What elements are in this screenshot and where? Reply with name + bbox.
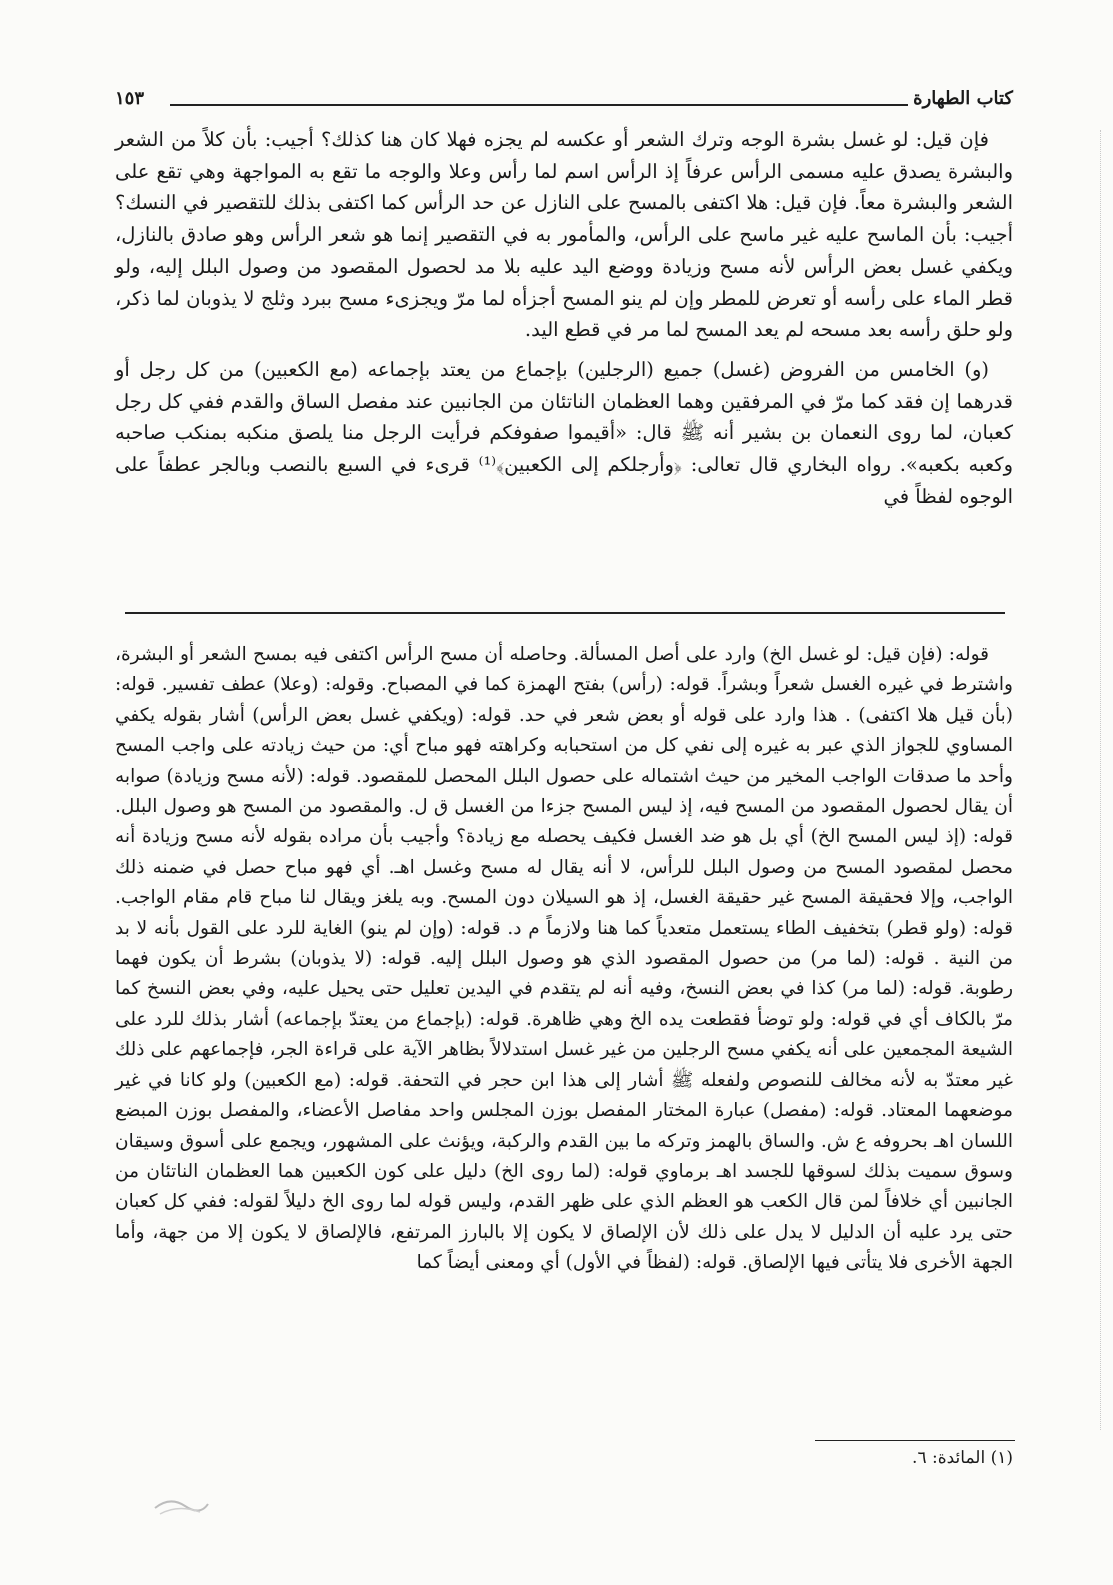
footnote-rule (815, 1440, 1015, 1441)
page-header (115, 86, 1013, 118)
book-title: كتاب الطهارة (913, 88, 1013, 109)
footnote: (١) المائدة: ٦. (912, 1448, 1013, 1468)
scan-smudge-icon (150, 1478, 210, 1518)
scan-margin-mark (1096, 130, 1101, 1430)
main-text (115, 124, 1013, 512)
page-number: ١٥٣ (115, 88, 145, 109)
text-separator-rule (125, 612, 1005, 614)
commentary-paragraph: قوله: (فإن قيل: لو غسل الخ) وارد على أصل المسألة. وحاصله أن مسح الرأس اكتفى فيه بمسح الشعر أو البشرة، واشترط في غيره الغسل شعراً وبشراً. قوله: (رأس) بفتح الهمزة كما في المصباح. وقوله: (وعلا) عطف تفسير. قوله: (بأن قيل هلا اكتفى) . هذا وارد على قوله أو بعض شعر في حد. قوله: (ويكفي غسل بعض الرأس) أشار بقوله يكفي المساوي للجواز الذي عبر به غيره إلى نفي كل من استحبابه وكراهته فهو مباح أي: من حيث زيادته على واجب المسح وأحد ما صدقات الواجب المخير من حيث اشتماله على حصول البلل المحصل للمقصود. قوله: (لأنه مسح وزيادة) صوابه أن يقال لحصول المقصود من المسح فيه، إذ ليس المسح جزءا من الغسل ق ل. والمقصود من المسح هو وصول البلل. قوله: (إذ ليس المسح الخ) أي بل هو ضد الغسل فكيف يحصله مع زيادة؟ وأجيب بأن مراده بقوله لأنه مسح وزيادة أنه محصل لمقصود المسح من وصول البلل للرأس، لا أنه يقال له مسح وغسل اهـ. أي فهو مباح حصل في ضمنه ذلك الواجب، وإلا فحقيقة المسح غير حقيقة الغسل، إذ هو السيلان دون المسح. وبه يلغز ويقال لنا مباح قام مقام الواجب. قوله: (ولو قطر) بتخفيف الطاء يستعمل متعدياً كما هنا ولازماً م د. قوله: (وإن لم ينو) الغاية للرد على القول بأنه لا بد من النية . قوله: (لما مر) من حصول المقصود الذي هو وصول البلل إليه. قوله: (لا يذوبان) بشرط أن يكون فهما رطوبة. قوله: (لما مر) كذا في بعض النسخ، وفيه أنه لم يتقدم في اليدين تعليل حتى يحيل عليه، وفي بعض النسخ كما مرّ بالكاف أي في قوله: ولو توضأ فقطعت يده الخ وهي ظاهرة. قوله: (بإجماع من يعتدّ بإجماعه) أشار بذلك للرد على الشيعة المجمعين على أنه يكفي مسح الرجلين من غير غسل استدلالاً بظاهر الآية على قراءة الجر، فإجماعهم على ذلك غير معتدّ به لأنه مخالف للنصوص ولفعله ﷺ أشار إلى هذا ابن حجر في التحفة. قوله: (مع الكعبين) ولو كانا في غير موضعهما المعتاد. قوله: (مفصل) عبارة المختار المفصل بوزن المجلس واحد مفاصل الأعضاء، والمفصل بوزن المبضع اللسان اهـ بحروفه ع ش. والساق بالهمز وتركه ما بين القدم والركبة، ويؤنث على المشهور، ويجمع على أسوق وسيقان وسوق سميت بذلك لسوقها للجسد اهـ برماوي قوله: (لما روى الخ) دليل على كون الكعبين هما العظمان الناتئان من الجانبين أي خلافاً لمن قال الكعب هو العظم الذي على ظهر القدم، وليس قوله لما روى الخ دليلاً لقوله: ففي كل كعبان حتى يرد عليه أن الدليل لا يدل على ذلك لأن الإلصاق لا يكون إلا بالبارز المرتفع، فالإلصاق لا يكون إلا من جهة، وأما الجهة الأخرى فلا يتأتى فيها الإلصاق. قوله: (لفظاً في الأول) أي ومعنى أيضاً كما (115, 644, 1013, 1274)
main-paragraph-1: فإن قيل: لو غسل بشرة الوجه وترك الشعر أو عكسه لم يجزه فهلا كان هنا كذلك؟ أجيب: بأن كلاً من الشعر والبشرة يصدق عليه مسمى الرأس عرفاً إذ الرأس اسم لما رأس وعلا والوجه ما تقع به المواجهة وهي تقع على الشعر والبشرة معاً. فإن قيل: هلا اكتفى بالمسح على النازل عن حد الرأس كما اكتفى بذلك للتقصير في النسك؟ أجيب: بأن الماسح عليه غير ماسح على الرأس، والمأمور به في التقصير إنما هو شعر الرأس وهو صادق بالنازل، ويكفي غسل بعض الرأس لأنه مسح وزيادة ووضع اليد عليه بلا مد لحصول المقصود من وصول البلل إليه، ولو قطر الماء على رأسه أو تعرض للمطر وإن لم ينو المسح أجزأه لما مرّ ويجزىء مسح ببرد وثلج لا يذوبان لما ذكر، ولو حلق رأسه بعد مسحه لم يعد المسح لما مر في قطع اليد. (115, 128, 1013, 342)
commentary-text (115, 640, 1013, 1279)
main-paragraph-2: (و) الخامس من الفروض (غسل) جميع (الرجلين) بإجماع من يعتد بإجماعه (مع الكعبين) من كل رجل أو قدرهما إن فقد كما مرّ في المرفقين وهما العظمان الناتئان من الجانبين عند مفصل الساق والقدم ففي كل رجل كعبان، لما روى النعمان بن بشير أنه ﷺ قال: «أقيموا صفوفكم فرأيت الرجل منا يلصق منكبه بمنكب صاحبه وكعبه بكعبه». رواه البخاري قال تعالى: ﴿وأرجلكم إلى الكعبين﴾⁽¹⁾ قرىء في السبع بالنصب وبالجر عطفاً على الوجوه لفظاً في (115, 357, 1014, 508)
header-rule (170, 104, 908, 106)
